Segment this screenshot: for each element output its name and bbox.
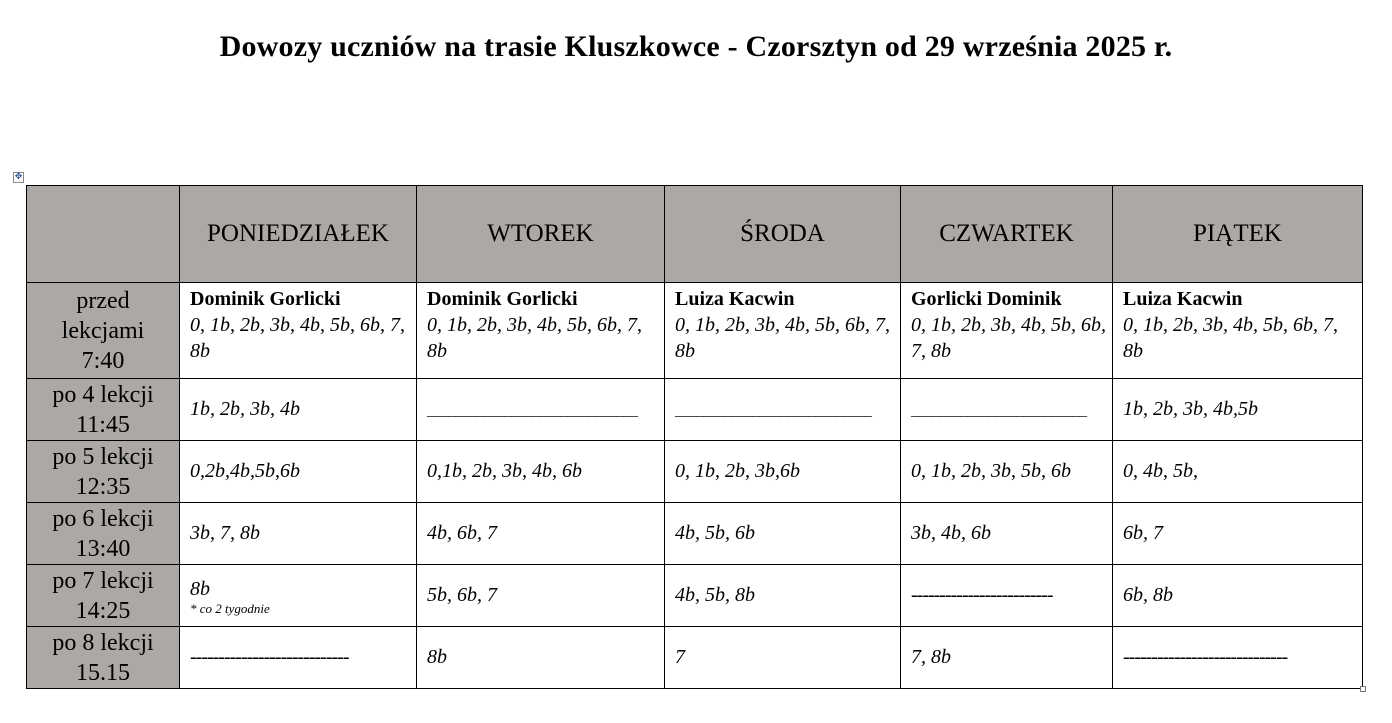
row-label-line: po 8 lekcji <box>52 629 154 656</box>
row-label-line: przed <box>76 287 130 314</box>
class-list: 0, 1b, 2b, 3b, 4b, 5b, 6b, 7, 8b <box>911 314 1106 362</box>
table-cell-empty <box>417 379 665 441</box>
table-row <box>27 627 1363 689</box>
table-cell: 4b, 6b, 7 <box>417 503 665 565</box>
table-cell: 0,2b,4b,5b,6b <box>180 441 417 503</box>
table-row <box>27 379 1363 441</box>
driver-name: Dominik Gorlicki <box>190 288 341 310</box>
row-label-line: po 5 lekcji <box>52 443 154 470</box>
table-cell-empty <box>665 379 901 441</box>
header-row <box>27 186 1363 283</box>
table-cell <box>417 283 665 379</box>
header-wednesday: ŚRODA <box>665 186 901 283</box>
document-title: Dowozy uczniów na trasie Kluszkowce - Czorsztyn od 29 września 2025 r. <box>219 30 1173 63</box>
header-friday: PIĄTEK <box>1113 186 1363 283</box>
class-list: 0, 1b, 2b, 3b, 4b, 5b, 6b, 7, 8b <box>675 314 890 362</box>
table-row <box>27 503 1363 565</box>
empty-dash: _________________________ <box>911 402 1086 419</box>
table-row <box>27 441 1363 503</box>
row-label <box>27 441 180 503</box>
table-cell: 0,1b, 2b, 3b, 4b, 6b <box>417 441 665 503</box>
driver-name: Dominik Gorlicki <box>427 288 578 310</box>
header-monday: PONIEDZIAŁEK <box>180 186 417 283</box>
empty-dash: ----------------------------- <box>1123 646 1288 668</box>
empty-dash: ------------------------- <box>911 584 1053 606</box>
table-cell <box>1113 283 1363 379</box>
empty-dash: ---------------------------- <box>190 646 349 668</box>
table-cell: 3b, 7, 8b <box>180 503 417 565</box>
row-label-line: po 4 lekcji <box>52 381 154 408</box>
table-cell: 1b, 2b, 3b, 4b,5b <box>1113 379 1363 441</box>
table-cell-empty <box>901 565 1113 627</box>
row-label-line: lekcjami <box>61 317 145 344</box>
table-cell: 1b, 2b, 3b, 4b <box>180 379 417 441</box>
header-corner <box>27 186 180 283</box>
empty-dash: ____________________________ <box>675 402 871 419</box>
table-cell: 7, 8b <box>901 627 1113 689</box>
row-label <box>27 503 180 565</box>
table-cell <box>180 283 417 379</box>
class-list: 8b <box>190 577 210 600</box>
table-cell: 7 <box>665 627 901 689</box>
header-thursday: CZWARTEK <box>901 186 1113 283</box>
row-label-time: 11:45 <box>76 411 130 438</box>
table-resize-handle[interactable] <box>1360 686 1366 692</box>
table-cell: 5b, 6b, 7 <box>417 565 665 627</box>
row-label-time: 13:40 <box>75 535 131 562</box>
table-move-handle-icon[interactable]: ✥ <box>14 172 23 182</box>
row-label-time: 12:35 <box>75 473 131 500</box>
table-cell-empty <box>901 379 1113 441</box>
footnote: * co 2 tygodnie <box>190 600 270 616</box>
row-label-line: po 6 lekcji <box>52 505 154 532</box>
table-cell: 6b, 8b <box>1113 565 1363 627</box>
table-cell: 8b <box>417 627 665 689</box>
row-label <box>27 565 180 627</box>
class-list: 0, 1b, 2b, 3b, 4b, 5b, 6b, 7, 8b <box>190 314 405 362</box>
row-label-time: 7:40 <box>81 347 125 374</box>
table-cell: 3b, 4b, 6b <box>901 503 1113 565</box>
row-label-time: 14:25 <box>75 597 131 624</box>
driver-name: Gorlicki Dominik <box>911 288 1062 310</box>
table-row <box>27 565 1363 627</box>
table-cell: 6b, 7 <box>1113 503 1363 565</box>
row-label <box>27 379 180 441</box>
driver-name: Luiza Kacwin <box>675 288 795 310</box>
table-cell-empty <box>180 627 417 689</box>
table-cell: 0, 1b, 2b, 3b, 5b, 6b <box>901 441 1113 503</box>
class-list: 0, 1b, 2b, 3b, 4b, 5b, 6b, 7, 8b <box>1123 314 1338 362</box>
empty-dash: ______________________________ <box>427 402 637 419</box>
table-cell: 4b, 5b, 6b <box>665 503 901 565</box>
header-tuesday: WTOREK <box>417 186 665 283</box>
table-row <box>27 283 1363 379</box>
driver-name: Luiza Kacwin <box>1123 288 1243 310</box>
class-list: 0, 1b, 2b, 3b, 4b, 5b, 6b, 7, 8b <box>427 314 642 362</box>
table-cell: 0, 1b, 2b, 3b,6b <box>665 441 901 503</box>
row-label <box>27 627 180 689</box>
row-label-time: 15.15 <box>76 659 130 686</box>
schedule-table <box>26 185 1363 689</box>
row-label <box>27 283 180 379</box>
table-cell <box>180 565 417 627</box>
table-cell: 0, 4b, 5b, <box>1113 441 1363 503</box>
table-cell <box>901 283 1113 379</box>
row-label-line: po 7 lekcji <box>52 567 154 594</box>
table-cell <box>665 283 901 379</box>
table-cell-empty <box>1113 627 1363 689</box>
table-cell: 4b, 5b, 8b <box>665 565 901 627</box>
